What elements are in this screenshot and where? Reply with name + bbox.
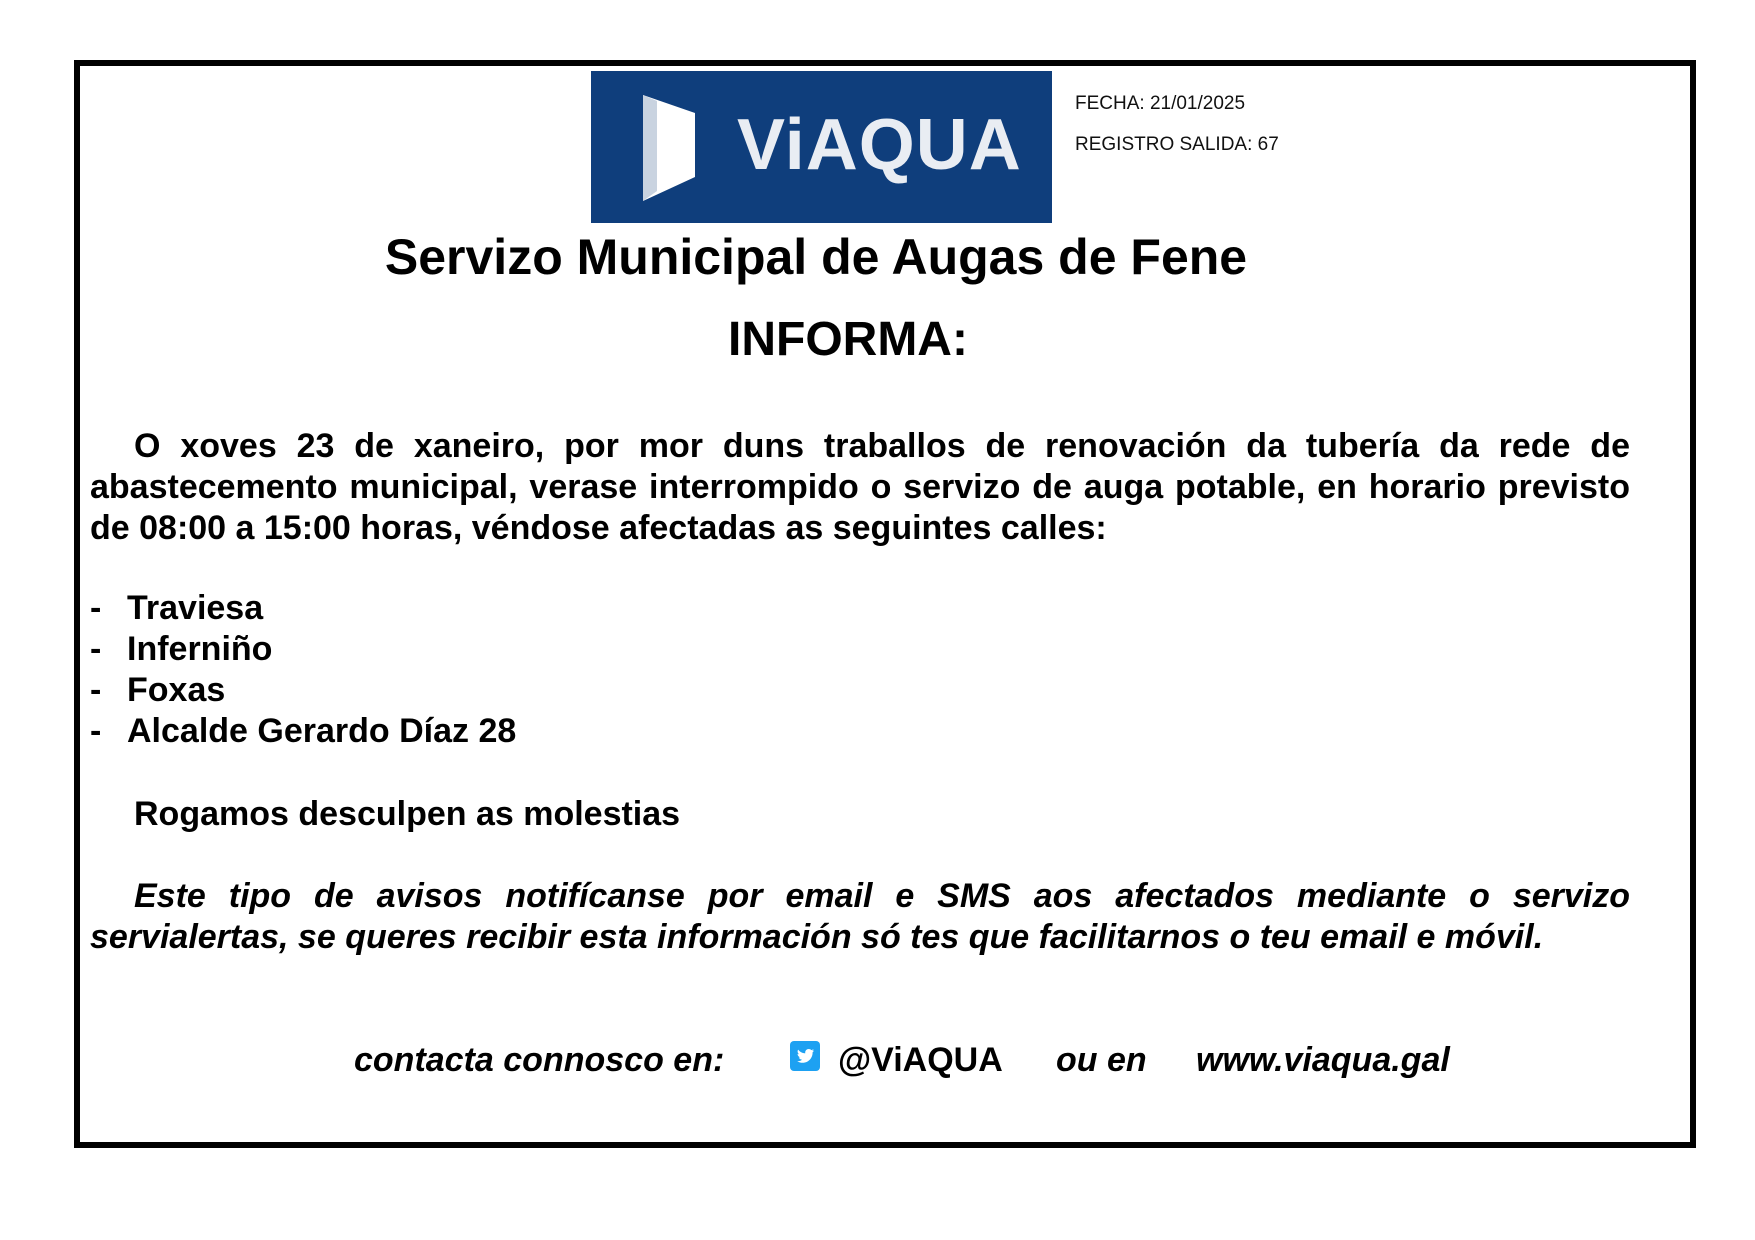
- contact-label: contacta connosco en:: [354, 1041, 725, 1079]
- page-title: Servizo Municipal de Augas de Fene: [384, 229, 1248, 285]
- contact-or: ou en: [1056, 1041, 1147, 1079]
- affected-streets-list: [90, 588, 516, 752]
- twitter-handle[interactable]: @ViAQUA: [838, 1041, 1003, 1079]
- website-link[interactable]: www.viaqua.gal: [1196, 1041, 1450, 1079]
- street-name: Traviesa: [127, 589, 264, 627]
- list-dash: -: [90, 589, 102, 627]
- twitter-icon[interactable]: [790, 1041, 820, 1071]
- list-item: [90, 588, 516, 629]
- list-dash: -: [90, 630, 102, 668]
- apology-text: Rogamos desculpen as molestias: [134, 795, 681, 833]
- street-name: Inferniño: [127, 630, 273, 668]
- list-dash: -: [90, 712, 102, 750]
- list-dash: -: [90, 671, 102, 709]
- street-name: Foxas: [127, 671, 226, 709]
- alert-service-notice: Este tipo de avisos notifícanse por email e SMS aos afectados mediante o servizo servialertas, se queres recibir esta información só tes que facilitarnos o teu email e móvil.: [90, 877, 1630, 956]
- logo-text: ViAQUA: [737, 105, 1022, 185]
- list-item: [90, 629, 516, 670]
- page-subtitle: INFORMA:: [728, 313, 968, 366]
- logo-mark-icon: [639, 91, 699, 205]
- document-date: FECHA: 21/01/2025: [1075, 93, 1246, 114]
- list-item: [90, 711, 516, 752]
- viaqua-logo: [591, 71, 1052, 223]
- street-name: Alcalde Gerardo Díaz 28: [127, 712, 517, 750]
- announcement-paragraph: O xoves 23 de xaneiro, por mor duns traballos de renovación da tubería da rede de abastecemento municipal, verase interrompido o servizo de auga potable, en horario previsto de 08:00 a 15:00 horas, véndose afectadas as seguintes calles:: [90, 427, 1630, 547]
- list-item: [90, 670, 516, 711]
- registry-number: REGISTRO SALIDA: 67: [1075, 134, 1279, 155]
